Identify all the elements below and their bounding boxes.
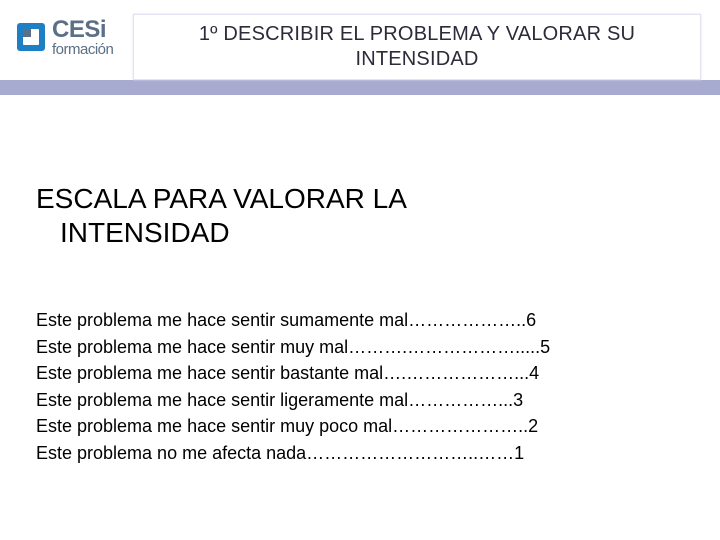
scale-item-4: Este problema me hace sentir bastante mal….………………...4 [36, 363, 540, 383]
section-heading [36, 182, 596, 250]
scale-item-3: Este problema me hace sentir ligeramente mal……………...3 [36, 389, 524, 410]
scale-item-5: Este problema me hace sentir muy mal……….……………….....5 [36, 336, 551, 357]
cesi-logo [16, 16, 128, 64]
scale-item-6: Este problema me hace sentir sumamente mal………………..6 [36, 310, 537, 330]
header-band [0, 80, 720, 95]
slide-title [189, 22, 645, 72]
logo-brand-top: CESi [52, 16, 107, 43]
slide-title-line2: INTENSIDAD [355, 48, 479, 70]
title-box [133, 14, 701, 80]
section-heading-line2: INTENSIDAD [60, 217, 230, 248]
intensity-scale-list [36, 307, 550, 466]
scale-item-2: Este problema me hace sentir muy poco mal…………………..2 [36, 416, 539, 436]
scale-item-1: Este problema no me afecta nada………………………..……1 [36, 442, 525, 463]
section-heading-line1: ESCALA PARA VALORAR LA [36, 183, 407, 214]
logo-brand-bottom: formación [52, 41, 114, 58]
slide-title-line1: 1º DESCRIBIR EL PROBLEMA Y VALORAR SU [198, 23, 636, 45]
cesi-logo-mark-icon [16, 22, 46, 52]
